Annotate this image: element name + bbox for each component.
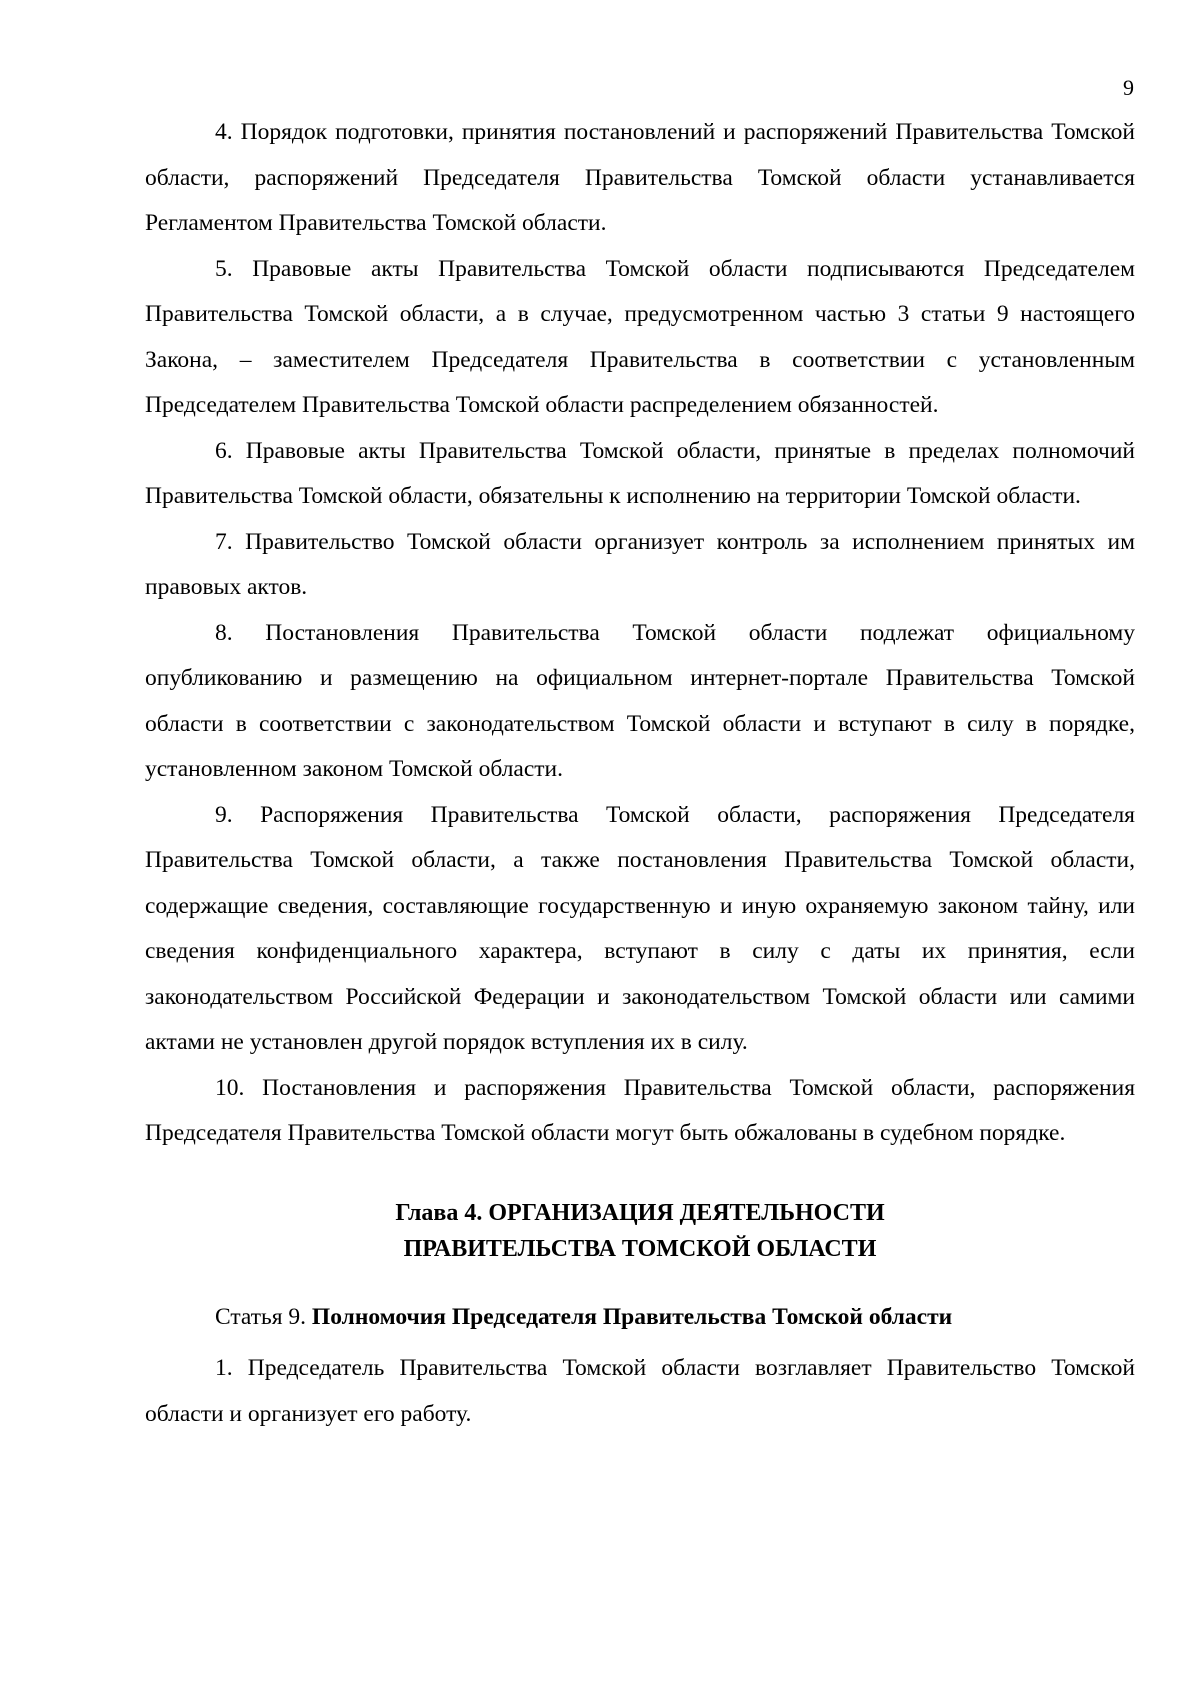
paragraph-9: 9. Распоряжения Правительства Томской области, распоряжения Председателя Правительства Томской области, а также постановления Правительства Томской области, содержащие сведения, составляющие государственную и иную охраняемую законом тайну, или сведения конфиденциального характера, вступают в силу с даты их принятия, если законодательством Российской Федерации и законодательством Томской области или самими актами не установлен другой порядок вступления их в силу. (145, 801, 1135, 1055)
document-body (145, 110, 1135, 1437)
paragraph-4: 4. Порядок подготовки, принятия постановлений и распоряжений Правительства Томской области, распоряжений Председателя Правительства Томской области устанавливается Регламентом Правительства Томской области. (145, 119, 1135, 236)
paragraph-8: 8. Постановления Правительства Томской области подлежат официальному опубликованию и размещению на официальном интернет-портале Правительства Томской области в соответствии с законодательством Томской области и вступают в силу в порядке, установленном законом Томской области. (145, 619, 1135, 782)
chapter-heading-line-1: Глава 4. ОРГАНИЗАЦИЯ ДЕЯТЕЛЬНОСТИ (395, 1199, 885, 1226)
paragraph-5: 5. Правовые акты Правительства Томской области подписываются Председателем Правительства Томской области, а в случае, предусмотренном частью 3 статьи 9 настоящего Закона, – заместителем Председателя Правительства в соответствии с установленным Председателем Правительства Томской области распределением обязанностей. (145, 255, 1135, 418)
chapter-heading (145, 1195, 1135, 1267)
paragraph-6: 6. Правовые акты Правительства Томской области, принятые в пределах полномочий Правительства Томской области, обязательны к исполнению на территории Томской области. (145, 437, 1135, 509)
article-prefix: Статья 9. (215, 1303, 307, 1330)
paragraph-7: 7. Правительство Томской области организует контроль за исполнением принятых им правовых актов. (145, 528, 1135, 600)
paragraph-10: 10. Постановления и распоряжения Правительства Томской области, распоряжения Председателя Правительства Томской области могут быть обжалованы в судебном порядке. (145, 1074, 1135, 1146)
article-heading (145, 1295, 1135, 1341)
chapter-heading-line-2: ПРАВИТЕЛЬСТВА ТОМСКОЙ ОБЛАСТИ (403, 1235, 877, 1262)
page-number: 9 (1123, 75, 1134, 100)
article-paragraph-1: 1. Председатель Правительства Томской области возглавляет Правительство Томской области и организует его работу. (145, 1355, 1135, 1427)
article-title: Полномочия Председателя Правительства Томской области (311, 1303, 953, 1330)
